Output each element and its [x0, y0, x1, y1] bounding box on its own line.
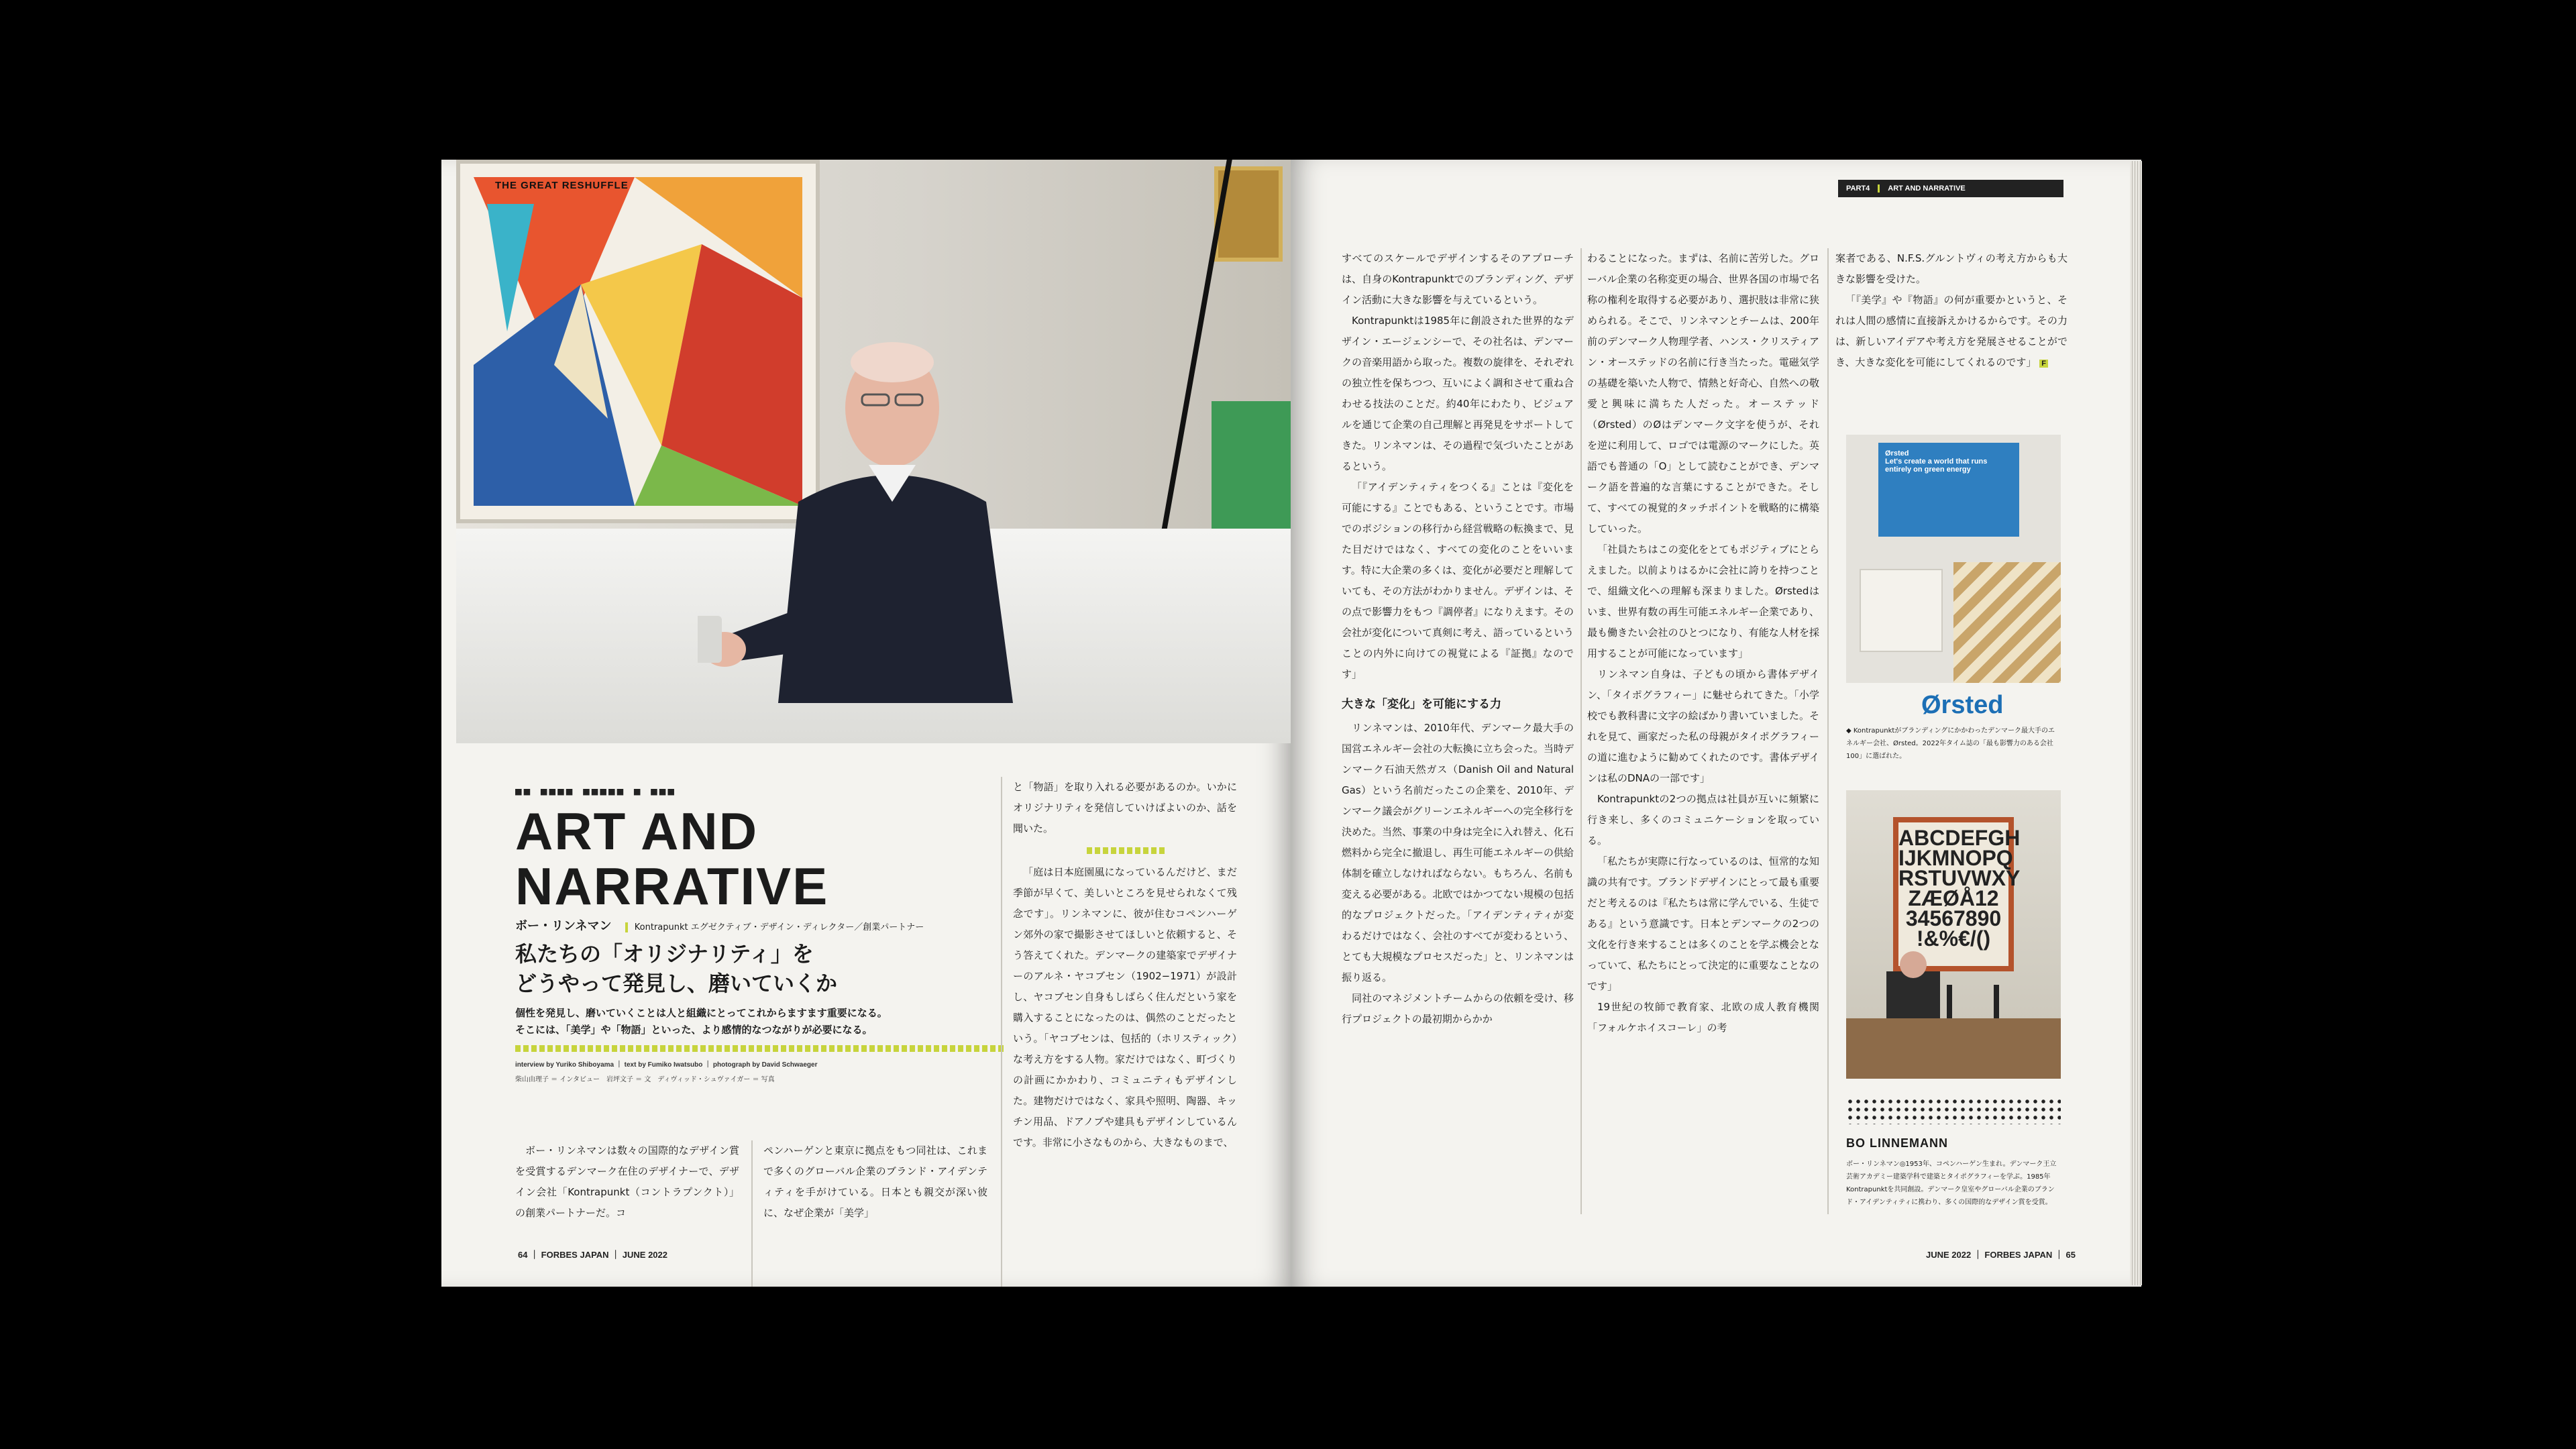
person-role: Kontrapunkt エグゼクティブ・デザイン・ディレクター／創業パートナー: [625, 922, 924, 932]
body-paragraph: Kontrapunktは1985年に創設された世界的なデザイン・エージェンシーで、その社名は、デンマークの音楽用語から取った。複数の旋律を、それぞれの独立性を保ちつつ、互いによく調和させて重ね合わせる技法のことだ。約40年にわたり、ビジュアルを通じて企業の自己理解と再発見をサポートしてきた。リンネマンは、その過程で気づいたことがあるという。: [1342, 315, 1574, 472]
orsted-caption: ◆ Kontrapunktがブランディングにかかわったデンマーク最大手のエネルギー会社、Ørsted。2022年タイム誌の「最も影響力のある会社100」に選ばれた。: [1846, 727, 2055, 760]
credits-line-jp: 柴山由理子 ＝ インタビュー 岩坪文子 ＝ 文 ディヴィッド・シュヴァイガー ＝ 写真: [515, 1076, 775, 1083]
body-column-1: [1342, 248, 1574, 1221]
body-paragraph: リンネマン自身は、子どもの頃から書体デザイン、「タイポグラフィー」に魅せられてきた。「小学校でも教科書に文字の絵ばかり書いていました。それを見て、画家だった私の母親がタイポグラフィーの道に進むように勧めてくれたのです。書体デザインは私のDNAの一部です」: [1587, 668, 1819, 784]
body-paragraph: ペンハーゲンと東京に拠点をもつ同社は、これまで多くのグローバル企業のブランド・アイデンティティを手がけている。日本とも親交が深い彼に、なぜ企業が「美学」: [763, 1144, 987, 1219]
column-rule: [1580, 248, 1582, 1214]
byline: [515, 916, 1012, 934]
body-paragraph: 19世紀の牧師で教育家、北欧の成人教育機関「フォルケホイスコーレ」の考: [1587, 1001, 1819, 1034]
body-paragraph: 「社員たちはこの変化をとてもポジティブにとらえました。以前よりはるかに会社に誇りを持つことで、組織文化への理解も深まりました。Ørstedはいま、世界有数の再生可能エネルギー企業であり、最も働きたい会社のひとつになり、有能な人材を採用することが可能になっています」: [1587, 543, 1819, 659]
body-column-3: [1835, 248, 2068, 436]
wavy-divider: [1087, 847, 1167, 854]
orsted-display-boxes: [1860, 569, 1943, 652]
title-line-1: ART AND: [515, 802, 759, 861]
body-paragraph: 同社のマネジメントチームからの依頼を受け、移行プロジェクトの最初期からかか: [1342, 992, 1574, 1025]
body-paragraph: すべてのスケールでデザインするそのアプローチは、自身のKontrapunktでのブランディング、デザイン活動に大きな影響を与えているという。: [1342, 252, 1574, 306]
part-label: PART4: [1846, 184, 1870, 193]
body-paragraph: Kontrapunktの2つの拠点は社員が互いに頻繁に行き来し、多くのコミュニケーションを取っている。: [1587, 793, 1819, 847]
profile-name: BO LINNEMANN: [1846, 1136, 1948, 1150]
left-page: [441, 160, 1292, 1287]
column-rule: [751, 1140, 753, 1287]
body-paragraph: [1835, 290, 2068, 373]
headline-line-1: 私たちの「オリジナリティ」を: [515, 941, 814, 967]
end-mark: F: [2039, 360, 2048, 368]
headline: [515, 939, 1012, 998]
right-page: [1291, 160, 2141, 1287]
person-bo-linnemann: [698, 327, 1046, 743]
body-paragraph: 「庭は日本庭園風になっているんだけど、まだ季節が早くて、美しいところを見せられなくて残念です」。リンネマンに、彼が住むコペンハーゲン郊外の家で撮影させてほしいと依頼すると、そう答えてくれた。デンマークの建築家でデザイナーのアルネ・ヤコブセン（1902−1971）が設計し、ヤコブセン自身もしばらく住んだという家を購入することになったのは、偶然のことだったという。「ヤコブセンは、包括的（ホリスティック）な考え方をする人物。家だけではなく、町づくりの計画にかかわり、コミュニティもデザインした。建物だけではなく、家具や照明、陶器、キッチン用品、ドアノブや建具もデザインしているんです。非常に小さなものから、大きなものまで、: [1013, 866, 1237, 1148]
column-rule: [1001, 777, 1002, 1287]
intro-paragraph: と「物語」を取り入れる必要があるのか。いかにオリジナリティを発信していけばよいのか、話を聞いた。: [1013, 781, 1237, 835]
wavy-divider: [515, 1045, 1005, 1052]
body-column-2: [763, 1140, 987, 1287]
orsted-logo: Ørsted: [1921, 691, 2004, 719]
lead-line-1: 個性を発見し、磨いていくことは人と組織にとってこれからますます重要になる。: [515, 1007, 888, 1019]
body-paragraph: わることになった。まずは、名前に苦労した。グローバル企業の名称変更の場合、世界各国の市場で名称の権利を取得する必要があり、選択肢は非常に狭められる。そこで、リンネマンとチームは、200年前のデンマーク人物理学者、ハンス・クリスティアン・オーステッドの名前に行き当たった。電磁気学の基礎を築いた人物で、情熱と好奇心、自然への敬愛と興味に満ちた人だった。オーステッド（Ørsted）のØはデンマーク文字を使うが、それを逆に利用して、ロゴでは電源のマークにした。英語でも普通の「O」として読むことができ、デンマーク語を普遍的な言葉にすることができた。そして、すべての視覚的タッチポイントを戦略的に構築していった。: [1587, 252, 1819, 535]
page-edges: [2130, 161, 2142, 1285]
quote-text: 「『美学』や『物語』の何が重要かというと、それは人間の感情に直接訴えかけるからです。その力は、新しいアイデアや考え方を発展させることができ、大きな変化を可能にしてくれるのです」: [1835, 294, 2068, 368]
body-column-1: [515, 1140, 739, 1287]
headline-line-2: どうやって発見し、磨いていくか: [515, 971, 838, 996]
section-tag: THE GREAT RESHUFFLE: [495, 180, 629, 191]
body-paragraph: 案者である、N.F.S.グルントヴィの考え方からも大きな影響を受けた。: [1835, 252, 2068, 285]
body-paragraph: ボー・リンネマンは数々の国際的なデザイン賞を受賞するデンマーク在住のデザイナーで、デザイン会社「Kontrapunkt（コントラプンクト）」の創業パートナーだ。コ: [515, 1144, 739, 1219]
typography-poster: ABCDEFGH IJKMNOPQ RSTUVWXY ZÆØÅ12 34567890 !&%€/(): [1893, 817, 2014, 971]
lead-text: [515, 1005, 1025, 1038]
dots-decoration: ■■ ■■■■ ■■■■■ ■ ■■■: [515, 785, 677, 798]
article-title: [515, 804, 828, 914]
orsted-wood-pattern: [1953, 562, 2061, 683]
part-title: ART AND NARRATIVE: [1878, 184, 1974, 193]
page-folio: JUNE 2022 ｜ FORBES JAPAN ｜ 65: [1926, 1250, 2076, 1260]
orsted-billboard: Ørsted Let's create a world that runs entirely on green energy: [1878, 443, 2019, 537]
column-rule: [1827, 248, 1829, 1214]
bo-portrait-photo: [1846, 790, 2061, 1079]
body-paragraph: 「『アイデンティティをつくる』ことは『変化を可能にする』ことでもある、ということです。市場でのポジションの移行から経営戦略の転換まで、見た目だけではなく、すべての変化のことをいいます。特に大企業の多くは、変化が必要だと理解していても、その方法がわかりません。デザインは、その点で影響力をもつ『調停者』になりえます。その会社が変化について真剣に考え、語っているということの内外に向けての視覚による『証拠』なのです」: [1342, 481, 1574, 680]
floor: [1846, 1018, 2061, 1079]
lead-line-2: そこには、「美学」や「物語」といった、より感情的なつながりが必要になる。: [515, 1024, 873, 1036]
title-line-2: NARRATIVE: [515, 857, 829, 916]
page-folio: 64 ｜ FORBES JAPAN ｜ JUNE 2022: [518, 1250, 667, 1260]
orsted-photo: [1846, 435, 2061, 683]
body-column-2: [1587, 248, 1819, 1221]
body-paragraph: 「私たちが実際に行なっているのは、恒常的な知識の共有です。ブランドデザインにとって最も重要だと考えるのは『私たちは常に学んでいる、生徒である』という意識です。日本とデンマークの2つの文化を行き来することは多くのことを学ぶ機会となっていて、私たちにとって決定的に重要なことなのです」: [1587, 855, 1819, 992]
credits-line: interview by Yuriko Shiboyama ｜ text by Fumiko Iwatsubo ｜ photograph by David Schwaeger: [515, 1061, 818, 1069]
profile-bio: ボー・リンネマン◎1953年、コペンハーゲン生まれ。デンマーク王立芸術アカデミー建築学科で建築とタイポグラフィーを学ぶ。1985年Kontrapunktを共同創設。デンマーク皇室やグローバル企業のブランド・アイデンティティに携わり、多くの国際的なデザイン賞を受賞。: [1846, 1161, 2057, 1206]
part-tag: [1838, 180, 2063, 197]
body-paragraph: リンネマンは、2010年代、デンマーク最大手の国営エネルギー会社の大転換に立ち会った。当時デンマーク石油天然ガス（Danish Oil and Natural Gas）という名前だったこの企業を、2010年、デンマーク議会がグリーンエネルギーへの完全移行を決めた。当然、事業の中身は完全に入れ替え、化石燃料から完全に撤退し、再生可能エネルギーの供給体制を確立しなければならない。もちろん、名前も変える必要がある。北欧ではかつてない規模の包括的なプロジェクトだった。「アイデンティティが変わるだけではなく、会社のすべてが変わるという、とても大規模なプロセスだった」と、リンネマンは振り返る。: [1342, 722, 1574, 983]
subheading: 大きな「変化」を可能にする力: [1342, 698, 1501, 711]
dots-decoration: [1846, 1097, 2061, 1124]
portrait-photo: [456, 160, 1292, 743]
person-name: ボー・リンネマン: [515, 919, 612, 933]
body-column-3: [1013, 777, 1237, 1287]
